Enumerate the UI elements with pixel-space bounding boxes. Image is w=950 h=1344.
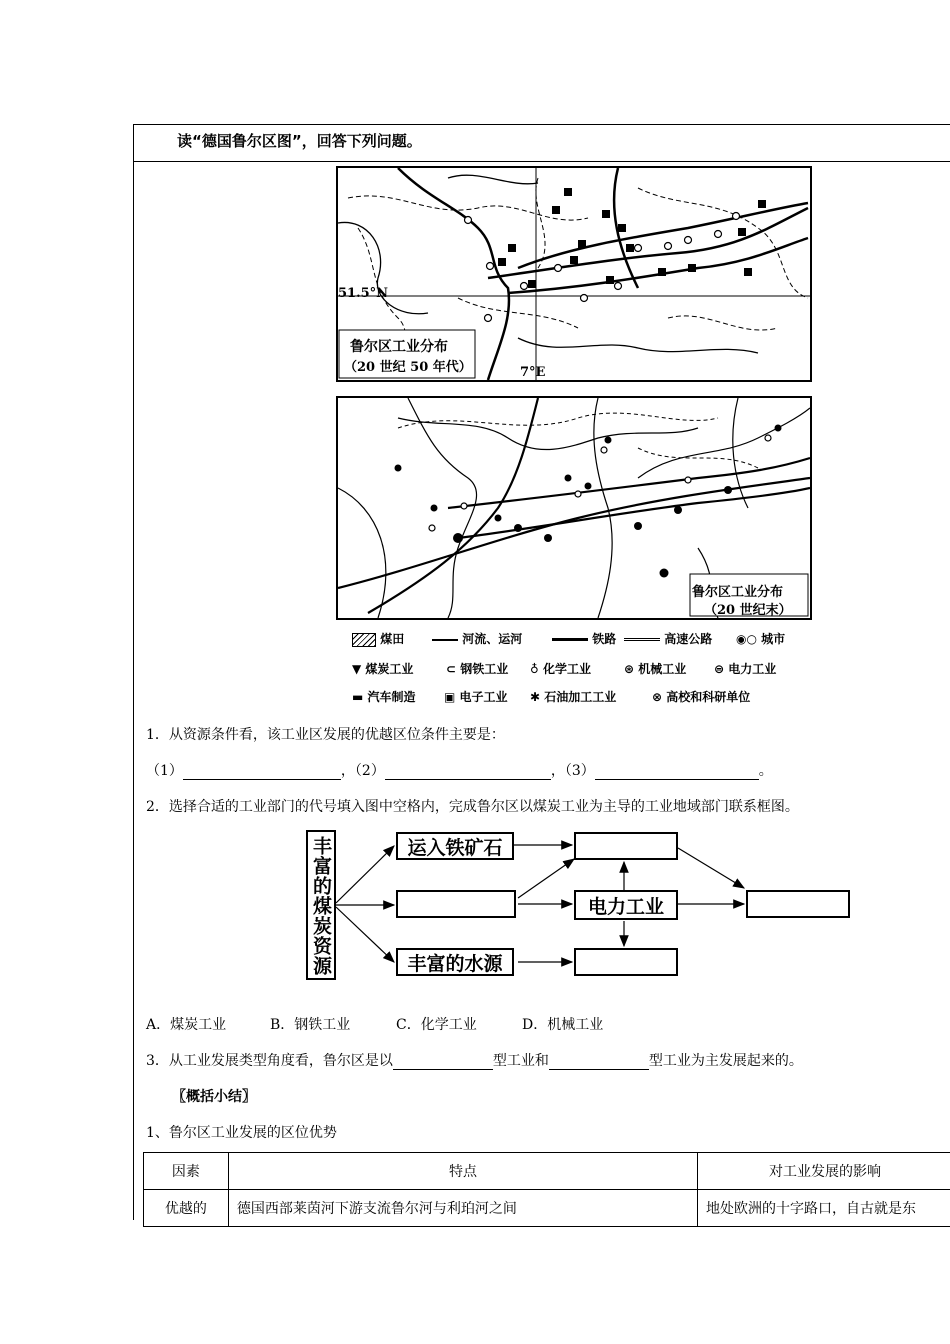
legend-steel-industry: ⊂ 钢铁工业 [446, 662, 509, 676]
table-row [144, 1190, 950, 1227]
option-c: C．化学工业 [396, 1017, 477, 1033]
coal-industry-icon: ▼ [352, 662, 362, 676]
steel-industry-icon: ⊂ [446, 662, 457, 676]
map2-caption-2: （20 世纪末） [704, 603, 792, 618]
blank-box-bottom[interactable] [574, 948, 678, 976]
city-icon: ◉○ [736, 632, 757, 646]
legend-oil-industry: ✱ 石油加工工业 [530, 690, 617, 704]
legend-university: ⊗ 高校和科研单位 [652, 690, 751, 704]
summary-table [143, 1152, 950, 1227]
map1-lat-label: 51.5°N [338, 286, 389, 301]
highway-icon [624, 638, 660, 641]
cell-feature: 德国西部莱茵河下游支流鲁尔河与利珀河之间 [228, 1190, 697, 1227]
chemical-industry-icon: ♁ [530, 662, 539, 676]
table-header-row [144, 1153, 950, 1190]
map2-caption-1: 鲁尔区工业分布 [692, 585, 784, 600]
map1-caption-2: （20 世纪 50 年代） [344, 360, 472, 375]
legend-railway: 铁路 [552, 630, 616, 647]
question-1: 1．从资源条件看，该工业区发展的优越区位条件主要是： [146, 727, 505, 743]
map1-lon-label: 7°E [520, 365, 546, 380]
legend-auto-industry: ▬ 汽车制造 [352, 690, 416, 704]
legend-machinery-industry: ⊛ 机械工业 [624, 662, 687, 676]
coal-resource-label: 丰富的煤炭资源 [310, 836, 332, 976]
legend-electronics-industry: ▣ 电子工业 [444, 690, 508, 704]
legend-power-industry: ⊜ 电力工业 [714, 662, 777, 676]
answer-blank-1[interactable] [183, 765, 341, 780]
oil-refinery-icon: ✱ [530, 690, 541, 704]
legend-highway: 高速公路 [624, 630, 712, 647]
car-icon: ▬ [352, 690, 364, 704]
header-factor: 因素 [144, 1153, 229, 1190]
question-1-blanks: （1） ，（2） ，（3） 。 [146, 763, 773, 779]
question-header [133, 124, 950, 162]
power-industry-icon: ⊜ [714, 662, 725, 676]
legend-coal-industry: ▼ 煤炭工业 [352, 662, 414, 676]
power-industry-box: 电力工业 [574, 890, 678, 920]
blank-box-right[interactable] [746, 890, 850, 918]
river-icon [432, 639, 458, 641]
cell-impact: 地处欧洲的十字路口，自古就是东 [698, 1190, 950, 1227]
water-source-box: 丰富的水源 [396, 948, 514, 976]
question-2: 2．选择合适的工业部门的代号填入图中空格内，完成鲁尔区以煤炭工业为主导的工业地域部门联系框图。 [146, 799, 799, 815]
header-feature: 特点 [228, 1153, 697, 1190]
answer-blank-4[interactable] [393, 1055, 493, 1070]
intro-text: 读“德国鲁尔区图”，回答下列问题。 [177, 132, 422, 150]
legend-river: 河流、运河 [432, 630, 522, 647]
header-impact: 对工业发展的影响 [698, 1153, 950, 1190]
answer-blank-3[interactable] [595, 765, 759, 780]
electronics-icon: ▣ [444, 690, 456, 704]
blank-box-middle-left[interactable] [396, 890, 516, 918]
railway-icon [552, 638, 588, 641]
coal-resource-box [306, 830, 336, 980]
iron-ore-box: 运入铁矿石 [396, 832, 514, 860]
legend-coalfield: 煤田 [352, 630, 404, 647]
legend-city: ◉○ 城市 [736, 632, 786, 646]
cell-factor: 优越的 [144, 1190, 229, 1227]
question-3: 3．从工业发展类型角度看，鲁尔区是以 型工业和 型工业为主发展起来的。 [146, 1053, 803, 1069]
option-d: D．机械工业 [522, 1017, 604, 1033]
option-b: B．钢铁工业 [270, 1017, 351, 1033]
answer-blank-5[interactable] [549, 1055, 649, 1070]
map1-caption-1: 鲁尔区工业分布 [350, 339, 448, 355]
coalfield-icon [352, 633, 376, 647]
answer-blank-2[interactable] [385, 765, 551, 780]
option-a: A．煤炭工业 [146, 1017, 227, 1033]
university-icon: ⊗ [652, 690, 663, 704]
blank-box-top[interactable] [574, 832, 678, 860]
legend-chemical-industry: ♁ 化学工业 [530, 662, 591, 676]
map-late-20th [336, 396, 812, 620]
map-1950s [336, 166, 812, 382]
machinery-industry-icon: ⊛ [624, 662, 635, 676]
summary-subtitle: 1、鲁尔区工业发展的区位优势 [146, 1125, 337, 1141]
summary-title: 〖概括小结〗 [172, 1089, 256, 1105]
